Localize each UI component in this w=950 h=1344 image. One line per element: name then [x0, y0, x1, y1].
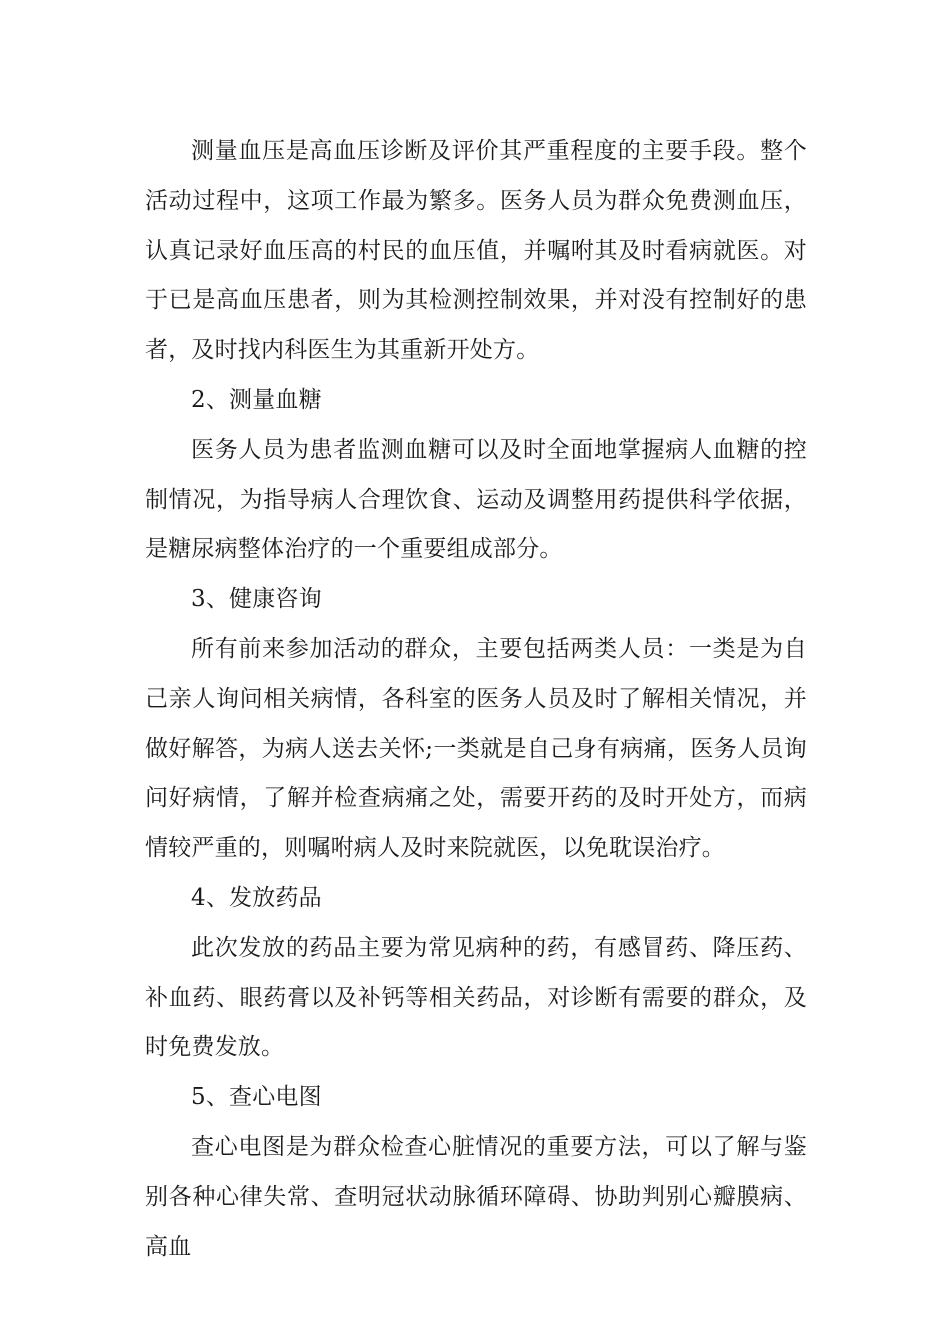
paragraph-ecg: 查心电图是为群众检查心脏情况的重要方法，可以了解与鉴别各种心律失常、查明冠状动脉循环障碍、协助判别心瓣膜病、高血 [145, 1133, 807, 1260]
heading-health-consultation: 3、健康咨询 [191, 586, 322, 613]
paragraph-blood-sugar: 医务人员为患者监测血糖可以及时全面地掌握病人血糖的控制情况，为指导病人合理饮食、运动及调整用药提供科学依据，是糖尿病整体治疗的一个重要组成部分。 [145, 436, 807, 563]
document-body [145, 127, 807, 1272]
paragraph-health-consultation: 所有前来参加活动的群众，主要包括两类人员：一类是为自己亲人询问相关病情，各科室的医务人员及时了解相关情况，并做好解答，为病人送去关怀;一类就是自己身有病痛，医务人员询问好病情，了解并检查病痛之处，需要开药的及时开处方，而病情较严重的，则嘱咐病人及时来院就医，以免耽误治疗。 [145, 635, 807, 862]
heading-blood-sugar: 2、测量血糖 [191, 386, 322, 413]
heading-ecg: 5、查心电图 [191, 1084, 322, 1111]
heading-medicine-distribution: 4、发放药品 [191, 884, 322, 911]
paragraph-medicine-distribution: 此次发放的药品主要为常见病种的药，有感冒药、降压药、补血药、眼药膏以及补钙等相关药品，对诊断有需要的群众，及时免费发放。 [145, 934, 807, 1061]
paragraph-blood-pressure: 测量血压是高血压诊断及评价其严重程度的主要手段。整个活动过程中，这项工作最为繁多。医务人员为群众免费测血压，认真记录好血压高的村民的血压值，并嘱咐其及时看病就医。对于已是高血压患者，则为其检测控制效果，并对没有控制好的患者，及时找内科医生为其重新开处方。 [145, 138, 807, 364]
